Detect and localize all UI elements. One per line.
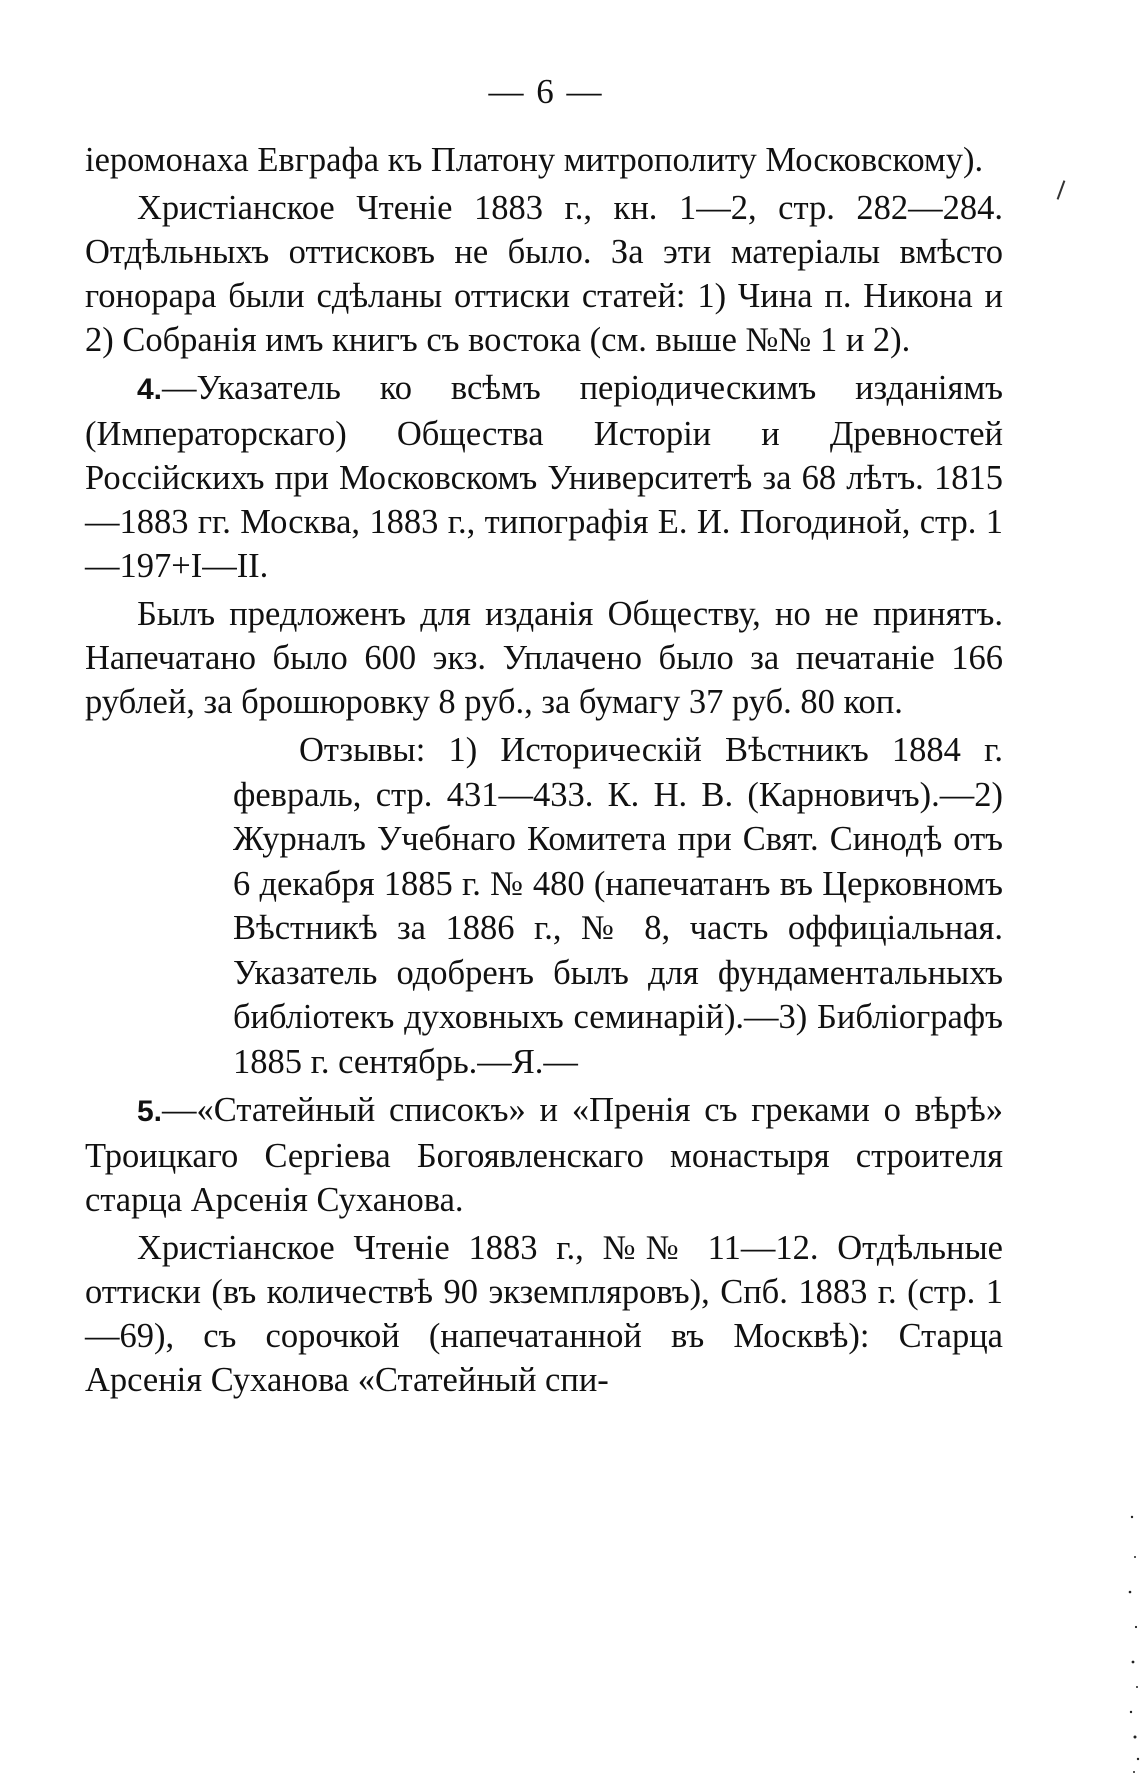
entry-5 [85, 1088, 1003, 1222]
page-number: — 6 — [488, 72, 604, 111]
entry-number: 5. [137, 1095, 163, 1128]
stray-ink-mark [1057, 180, 1066, 199]
page-text [85, 138, 1003, 1406]
entry-number: 4. [137, 373, 163, 406]
entry-text: —«Статейный списокъ» и «Пренія съ греками о вѣрѣ» Троицкаго Сергіева Богоявленскаго монастыря строителя старца Арсенія Суханова. [85, 1091, 1003, 1219]
paragraph-offprints-note: Христіанское Чтеніе 1883 г., №№ 11—12. Отдѣльные оттиски (въ количествѣ 90 экземпляровъ), Спб. 1883 г. (стр. 1—69), съ сорочкой (напечатанной въ Москвѣ): Старца Арсенія Суханова «Статейный спи- [85, 1229, 1003, 1399]
paragraph-continuation: іеромонаха Евграфа къ Платону митрополиту Московскому). [85, 141, 984, 179]
entry-text: —Указатель ко всѣмъ періодическимъ изданіямъ (Императорскаго) Общества Исторіи и Древностей Россійскихъ при Московскомъ Университетѣ за 68 лѣтъ. 1815—1883 гг. Москва, 1883 г., типографія Е. И. Погодиной, стр. 1—197+I—II. [85, 369, 1003, 585]
entry-4 [85, 366, 1003, 588]
paragraph-publication-note: Былъ предложенъ для изданія Обществу, но не принятъ. Напечатано было 600 экз. Уплачено было за печатаніе 166 рублей, за брошюровку 8 руб., за бумагу 37 руб. 80 коп. [85, 595, 1003, 721]
page-edge-speckles [1118, 1497, 1140, 1777]
paragraph-source-note: Христіанское Чтеніе 1883 г., кн. 1—2, стр. 282—284. Отдѣльныхъ оттисковъ не было. За эти матеріалы вмѣсто гонорара были сдѣланы оттиски статей: 1) Чина п. Никона и 2) Собранія имъ книгъ съ востока (см. выше №№ 1 и 2). [85, 189, 1003, 359]
paragraph-reviews: Отзывы: 1) Историческій Вѣстникъ 1884 г. февраль, стр. 431—433. К. Н. В. (Карновичъ).—2) Журналъ Учебнаго Комитета при Свят. Синодѣ отъ 6 декабря 1885 г. № 480 (напечатанъ въ Церковномъ Вѣстникѣ за 1886 г., № 8, часть оффиціальная. Указатель одобренъ былъ для фундаментальныхъ библіотекъ духовныхъ семинарій).—3) Библіографъ 1885 г. сентябрь.—Я.— [233, 731, 1003, 1081]
